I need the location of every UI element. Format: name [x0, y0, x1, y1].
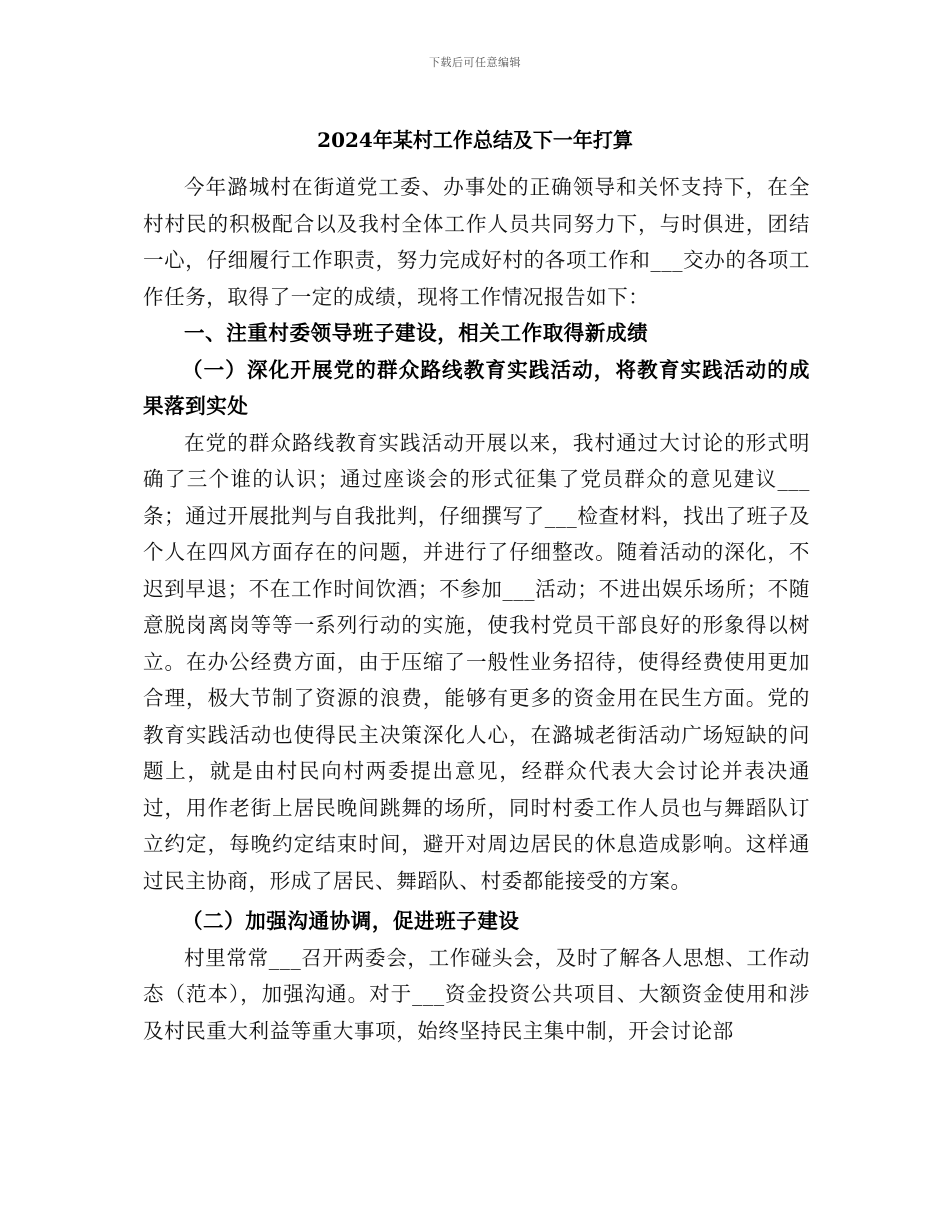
- subsection-2-paragraph: 村里常常___召开两委会，工作碰头会，及时了解各人思想、工作动态（范本），加强沟通。对于___资金投资公共项目、大额资金使用和涉及村民重大利益等重大事项，始终坚持民主集中制，开会讨论部: [143, 945, 810, 1043]
- document-title: 2024年某村工作总结及下一年打算: [317, 128, 633, 152]
- header-note: 下载后可任意编辑: [429, 56, 521, 69]
- subsection-1-paragraph: 在党的群众路线教育实践活动开展以来，我村通过大讨论的形式明确了三个谁的认识；通过座谈会的形式征集了党员群众的意见建议___条；通过开展批判与自我批判，仔细撰写了___检查材料，找出了班子及个人在四风方面存在的问题，并进行了仔细整改。随着活动的深化，不迟到早退；不在工作时间饮酒；不参加___活动；不进出娱乐场所；不随意脱岗离岗等等一系列行动的实施，使我村党员干部良好的形象得以树立。在办公经费方面，由于压缩了一般性业务招待，使得经费使用更加合理，极大节制了资源的浪费，能够有更多的资金用在民生方面。党的教育实践活动也使得民主决策深化人心，在潞城老街活动广场短缺的问题上，就是由村民向村两委提出意见，经群众代表大会讨论并表决通过，用作老街上居民晚间跳舞的场所，同时村委工作人员也与舞蹈队订立约定，每晚约定结束时间，避开对周边居民的休息造成影响。这样通过民主协商，形成了居民、舞蹈队、村委都能接受的方案。: [143, 430, 810, 893]
- subsection-heading-2: （二）加强沟通协调，促进班子建设: [181, 909, 520, 933]
- document-body: [143, 169, 810, 1049]
- section-heading-1: 一、注重村委领导班子建设，相关工作取得新成绩: [184, 321, 649, 345]
- subsection-heading-1: （一）深化开展党的群众路线教育实践活动，将教育实践活动的成果落到实处: [143, 357, 810, 418]
- intro-paragraph: 今年潞城村在街道党工委、办事处的正确领导和关怀支持下，在全村村民的积极配合以及我村全体工作人员共同努力下，与时俱进，团结一心，仔细履行工作职责，努力完成好村的各项工作和___交办的各项工作任务，取得了一定的成绩，现将工作情况报告如下：: [143, 175, 810, 309]
